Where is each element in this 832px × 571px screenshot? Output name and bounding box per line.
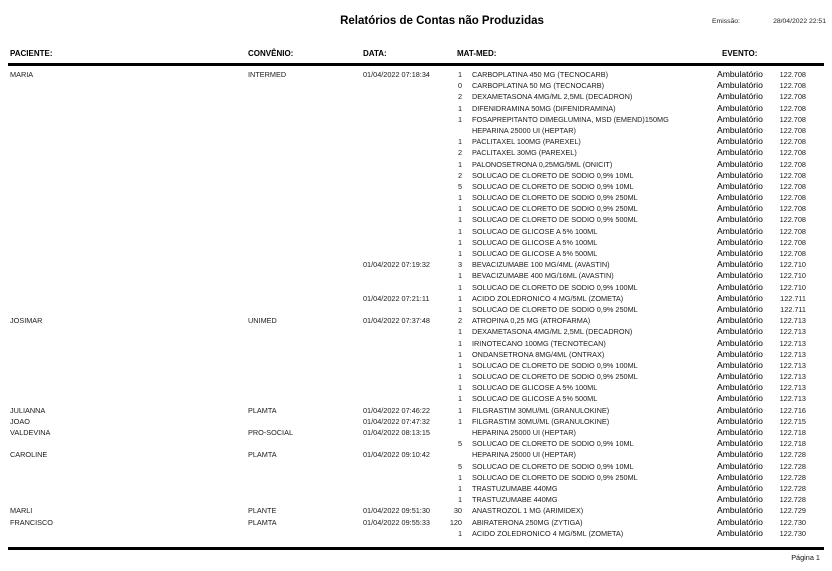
quantity: 5 (457, 461, 462, 471)
material-name: CARBOPLATINA 50 MG (TECNOCARB) (472, 81, 605, 91)
table-row (0, 393, 832, 404)
material-name: HEPARINA 25000 UI (HEPTAR) (472, 450, 576, 460)
table-row (0, 203, 832, 214)
material-name: BEVACIZUMABE 100 MG/4ML (AVASTIN) (472, 260, 610, 270)
table-row (0, 416, 832, 427)
table-row (0, 170, 832, 181)
account-number: 122.713 (779, 338, 806, 348)
patient-name: CAROLINE (10, 450, 48, 460)
material-name: TRASTUZUMABE 440MG (472, 483, 558, 493)
account-number: 122.713 (779, 383, 806, 393)
table-row (0, 248, 832, 259)
account-number: 122.708 (779, 114, 806, 124)
account-number: 122.708 (779, 193, 806, 203)
event-type: Ambulatório (717, 113, 763, 124)
quantity: 120 (449, 517, 462, 527)
patient-name: MARLI (10, 506, 33, 516)
event-type: Ambulatório (717, 80, 763, 91)
account-number: 122.708 (779, 204, 806, 214)
event-type: Ambulatório (717, 348, 763, 359)
table-row (0, 461, 832, 472)
table-row (0, 326, 832, 337)
account-number: 122.728 (779, 450, 806, 460)
table-row (0, 270, 832, 281)
quantity: 2 (457, 316, 462, 326)
table-row (0, 103, 832, 114)
event-type: Ambulatório (717, 303, 763, 314)
date-time: 01/04/2022 07:18:34 (363, 70, 430, 79)
material-name: DIFENIDRAMINA 50MG (DIFENIDRAMINA) (472, 103, 616, 113)
patient-name: JULIANNA (10, 405, 46, 415)
material-name: PALONOSETRONA 0,25MG/5ML (ONICIT) (472, 159, 613, 169)
patient-name: MARIA (10, 70, 34, 79)
column-headers (0, 49, 832, 61)
event-type: Ambulatório (717, 203, 763, 214)
material-name: PACLITAXEL 100MG (PAREXEL) (472, 137, 581, 147)
account-number: 122.708 (779, 226, 806, 236)
event-type: Ambulatório (717, 326, 763, 337)
table-row (0, 80, 832, 91)
material-name: ACIDO ZOLEDRONICO 4 MG/5ML (ZOMETA) (472, 528, 624, 538)
event-type: Ambulatório (717, 147, 763, 158)
account-number: 122.728 (779, 495, 806, 505)
material-name: SOLUCAO DE CLORETO DE SODIO 0,9% 10ML (472, 181, 634, 191)
event-type: Ambulatório (717, 225, 763, 236)
account-number: 122.716 (779, 405, 806, 415)
material-name: SOLUCAO DE CLORETO DE SODIO 0,9% 100ML (472, 360, 638, 370)
account-number: 122.729 (779, 506, 806, 516)
account-number: 122.708 (779, 181, 806, 191)
material-name: TRASTUZUMABE 440MG (472, 495, 558, 505)
material-name: HEPARINA 25000 UI (HEPTAR) (472, 428, 576, 437)
quantity: 1 (457, 338, 462, 348)
quantity: 5 (457, 439, 462, 449)
quantity: 1 (457, 271, 462, 281)
column-header-convenio: CONVÊNIO: (248, 49, 294, 58)
table-row (0, 438, 832, 449)
patient-name: VALDEVINA (10, 428, 51, 437)
column-header-evento: EVENTO: (722, 49, 758, 58)
event-type: Ambulatório (717, 180, 763, 191)
account-number: 122.708 (779, 148, 806, 158)
table-row (0, 293, 832, 304)
quantity: 1 (457, 215, 462, 225)
account-number: 122.728 (779, 461, 806, 471)
account-number: 122.713 (779, 372, 806, 382)
insurance-name: INTERMED (248, 70, 287, 79)
account-number: 122.708 (779, 70, 806, 79)
event-type: Ambulatório (717, 337, 763, 348)
account-number: 122.728 (779, 472, 806, 482)
quantity: 1 (457, 193, 462, 203)
patient-name: JOAO (10, 416, 30, 426)
quantity: 1 (457, 327, 462, 337)
quantity: 1 (457, 304, 462, 314)
emission-timestamp: 28/04/2022 22:51 (773, 18, 826, 25)
page-number: Página 1 (791, 553, 820, 562)
quantity: 1 (457, 249, 462, 258)
quantity: 1 (457, 293, 462, 303)
material-name: ANASTROZOL 1 MG (ARIMIDEX) (472, 506, 584, 516)
table-row (0, 125, 832, 136)
quantity: 1 (457, 405, 462, 415)
date-time: 01/04/2022 09:51:30 (363, 506, 430, 516)
quantity: 1 (457, 114, 462, 124)
quantity: 1 (457, 282, 462, 292)
table-row (0, 494, 832, 505)
material-name: SOLUCAO DE GLICOSE A 5% 100ML (472, 226, 598, 236)
account-number: 122.711 (780, 293, 806, 303)
table-row (0, 114, 832, 125)
date-time: 01/04/2022 07:37:48 (363, 316, 430, 326)
material-name: SOLUCAO DE CLORETO DE SODIO 0,9% 100ML (472, 282, 638, 292)
table-row (0, 147, 832, 158)
material-name: ATROPINA 0,25 MG (ATROFARMA) (472, 316, 591, 326)
material-name: SOLUCAO DE CLORETO DE SODIO 0,9% 250ML (472, 472, 638, 482)
event-type: Ambulatório (717, 292, 763, 303)
event-type: Ambulatório (717, 281, 763, 292)
event-type: Ambulatório (717, 438, 763, 449)
event-type: Ambulatório (717, 236, 763, 247)
quantity: 2 (457, 148, 462, 158)
material-name: SOLUCAO DE CLORETO DE SODIO 0,9% 10ML (472, 439, 634, 449)
quantity: 5 (457, 181, 462, 191)
table-row (0, 282, 832, 293)
table-row (0, 259, 832, 270)
material-name: FILGRASTIM 30MU/ML (GRANULOKINE) (472, 405, 610, 415)
table-row (0, 237, 832, 248)
date-time: 01/04/2022 07:46:22 (363, 405, 430, 415)
account-number: 122.713 (779, 327, 806, 337)
insurance-name: PLANTE (248, 506, 277, 516)
quantity: 1 (457, 472, 462, 482)
account-number: 122.710 (779, 271, 806, 281)
material-name: SOLUCAO DE CLORETO DE SODIO 0,9% 250ML (472, 372, 638, 382)
material-name: ACIDO ZOLEDRONICO 4 MG/5ML (ZOMETA) (472, 293, 624, 303)
table-row (0, 136, 832, 147)
material-name: ONDANSETRONA 8MG/4ML (ONTRAX) (472, 349, 605, 359)
table-row (0, 349, 832, 360)
account-number: 122.711 (780, 304, 806, 314)
event-type: Ambulatório (717, 471, 763, 482)
quantity: 1 (457, 237, 462, 247)
table-row (0, 315, 832, 326)
account-number: 122.713 (779, 349, 806, 359)
table-row (0, 449, 832, 460)
account-number: 122.708 (779, 92, 806, 102)
table-row (0, 192, 832, 203)
footer-rule (8, 547, 824, 550)
quantity: 1 (457, 372, 462, 382)
table-row (0, 371, 832, 382)
event-type: Ambulatório (717, 527, 763, 538)
quantity: 0 (457, 81, 462, 91)
material-name: SOLUCAO DE CLORETO DE SODIO 0,9% 10ML (472, 461, 634, 471)
material-name: SOLUCAO DE GLICOSE A 5% 500ML (472, 249, 598, 258)
account-number: 122.718 (779, 428, 806, 437)
material-name: SOLUCAO DE CLORETO DE SODIO 0,9% 500ML (472, 215, 638, 225)
event-type: Ambulatório (717, 482, 763, 493)
material-name: PACLITAXEL 30MG (PAREXEL) (472, 148, 577, 158)
material-name: HEPARINA 25000 UI (HEPTAR) (472, 125, 576, 135)
table-row (0, 69, 832, 80)
account-number: 122.708 (779, 125, 806, 135)
date-time: 01/04/2022 09:10:42 (363, 450, 430, 460)
table-row (0, 505, 832, 516)
event-type: Ambulatório (717, 270, 763, 281)
event-type: Ambulatório (717, 102, 763, 113)
date-time: 01/04/2022 08:13:15 (363, 428, 430, 437)
event-type: Ambulatório (717, 248, 763, 258)
quantity: 1 (457, 349, 462, 359)
table-row (0, 159, 832, 170)
event-type: Ambulatório (717, 415, 763, 426)
material-name: SOLUCAO DE GLICOSE A 5% 100ML (472, 237, 598, 247)
table-row (0, 483, 832, 494)
account-number: 122.715 (779, 416, 806, 426)
table-row (0, 91, 832, 102)
account-number: 122.730 (779, 528, 806, 538)
material-name: SOLUCAO DE GLICOSE A 5% 500ML (472, 394, 598, 404)
report-title: Relatórios de Contas não Produzidas (340, 15, 544, 27)
quantity: 2 (457, 170, 462, 180)
event-type: Ambulatório (717, 69, 763, 79)
account-number: 122.708 (779, 137, 806, 147)
event-type: Ambulatório (717, 382, 763, 393)
material-name: ABIRATERONA 250MG (ZYTIGA) (472, 517, 583, 527)
material-name: SOLUCAO DE GLICOSE A 5% 100ML (472, 383, 598, 393)
table-row (0, 405, 832, 416)
quantity: 30 (453, 506, 462, 516)
report-rows (0, 69, 832, 539)
account-number: 122.728 (779, 483, 806, 493)
event-type: Ambulatório (717, 494, 763, 505)
material-name: CARBOPLATINA 450 MG (TECNOCARB) (472, 70, 609, 79)
event-type: Ambulatório (717, 169, 763, 180)
account-number: 122.713 (779, 360, 806, 370)
insurance-name: PRO-SOCIAL (248, 428, 294, 437)
table-row (0, 427, 832, 438)
quantity: 1 (457, 70, 462, 79)
table-row (0, 214, 832, 225)
date-time: 01/04/2022 07:19:32 (363, 260, 430, 270)
column-header-data: DATA: (363, 49, 387, 58)
insurance-name: PLAMTA (248, 450, 277, 460)
material-name: SOLUCAO DE CLORETO DE SODIO 0,9% 250ML (472, 204, 638, 214)
event-type: Ambulatório (717, 393, 763, 404)
insurance-name: PLAMTA (248, 517, 277, 527)
account-number: 122.710 (779, 282, 806, 292)
insurance-name: PLAMTA (248, 405, 277, 415)
material-name: DEXAMETASONA 4MG/ML 2,5ML (DECADRON) (472, 327, 633, 337)
table-row (0, 360, 832, 371)
quantity: 1 (457, 226, 462, 236)
account-number: 122.718 (779, 439, 806, 449)
event-type: Ambulatório (717, 124, 763, 135)
account-number: 122.708 (779, 237, 806, 247)
material-name: SOLUCAO DE CLORETO DE SODIO 0,9% 250ML (472, 193, 638, 203)
event-type: Ambulatório (717, 158, 763, 169)
header-rule (8, 63, 824, 66)
insurance-name: UNIMED (248, 316, 277, 326)
patient-name: JOSIMAR (10, 316, 43, 326)
table-row (0, 382, 832, 393)
quantity: 1 (457, 383, 462, 393)
quantity: 1 (457, 137, 462, 147)
quantity: 1 (457, 483, 462, 493)
event-type: Ambulatório (717, 371, 763, 382)
table-row (0, 304, 832, 315)
event-type: Ambulatório (717, 91, 763, 102)
account-number: 122.708 (779, 170, 806, 180)
material-name: BEVACIZUMABE 400 MG/16ML (AVASTIN) (472, 271, 614, 281)
event-type: Ambulatório (717, 359, 763, 370)
event-type: Ambulatório (717, 427, 763, 437)
material-name: FOSAPREPITANTO DIMEGLUMINA, MSD (EMEND)150MG (472, 114, 669, 124)
event-type: Ambulatório (717, 516, 763, 527)
material-name: SOLUCAO DE CLORETO DE SODIO 0,9% 250ML (472, 304, 638, 314)
material-name: FILGRASTIM 30MU/ML (GRANULOKINE) (472, 416, 610, 426)
emission-label: Emissão: (712, 18, 740, 25)
table-row (0, 181, 832, 192)
account-number: 122.730 (779, 517, 806, 527)
account-number: 122.708 (779, 215, 806, 225)
event-type: Ambulatório (717, 192, 763, 203)
quantity: 1 (457, 416, 462, 426)
material-name: IRINOTECANO 100MG (TECNOTECAN) (472, 338, 606, 348)
material-name: DEXAMETASONA 4MG/ML 2,5ML (DECADRON) (472, 92, 633, 102)
date-time: 01/04/2022 07:21:11 (363, 293, 430, 303)
event-type: Ambulatório (717, 315, 763, 326)
column-header-matmed: MAT-MED: (457, 49, 497, 58)
quantity: 2 (457, 92, 462, 102)
quantity: 3 (457, 260, 462, 270)
date-time: 01/04/2022 09:55:33 (363, 517, 430, 527)
date-time: 01/04/2022 07:47:32 (363, 416, 430, 426)
account-number: 122.713 (779, 394, 806, 404)
event-type: Ambulatório (717, 505, 763, 516)
quantity: 1 (457, 360, 462, 370)
quantity: 1 (457, 495, 462, 505)
account-number: 122.708 (779, 249, 806, 258)
table-row (0, 472, 832, 483)
material-name: SOLUCAO DE CLORETO DE SODIO 0,9% 10ML (472, 170, 634, 180)
column-header-paciente: PACIENTE: (10, 49, 53, 58)
quantity: 1 (457, 394, 462, 404)
patient-name: FRANCISCO (10, 517, 53, 527)
quantity: 1 (457, 159, 462, 169)
account-number: 122.708 (779, 81, 806, 91)
account-number: 122.710 (779, 260, 806, 270)
event-type: Ambulatório (717, 214, 763, 225)
account-number: 122.713 (779, 316, 806, 326)
event-type: Ambulatório (717, 259, 763, 270)
table-row (0, 338, 832, 349)
quantity: 1 (457, 204, 462, 214)
event-type: Ambulatório (717, 136, 763, 147)
event-type: Ambulatório (717, 404, 763, 415)
quantity: 1 (457, 528, 462, 538)
event-type: Ambulatório (717, 460, 763, 471)
table-row (0, 517, 832, 528)
table-row (0, 528, 832, 539)
event-type: Ambulatório (717, 449, 763, 460)
table-row (0, 226, 832, 237)
quantity: 1 (457, 103, 462, 113)
account-number: 122.708 (779, 103, 806, 113)
account-number: 122.708 (779, 159, 806, 169)
